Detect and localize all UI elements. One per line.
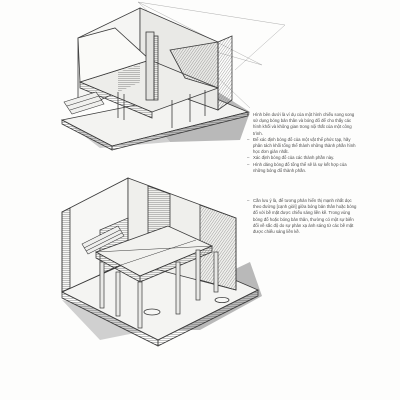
- caption-block-second: [247, 198, 357, 235]
- bottom-axonometric-drawing: [62, 178, 262, 346]
- caption-paragraph: – Hình bên dưới là ví dụ của một hình chiếu song song sử dụng bóng bản thân và bóng đổ để cho thấy các hình khối và không gian trong nội thất của một công trình.: [247, 112, 357, 137]
- caption-paragraph: – Hình dáng bóng đổ tổng thể sẽ là sự kết hợp của những bóng đổ thành phần.: [247, 162, 357, 174]
- caption-block-first: [247, 112, 357, 174]
- top-chimney: [146, 32, 154, 100]
- caption-paragraph: – Cần lưu ý là, để tương phản hiển thị mạnh nhất dọc theo đường [cạnh giới] giữa bóng bản thân hoặc bóng đổ với bề mặt được chiếu sáng liền kề. Trong vùng bóng đổ hoặc bóng bản thân, thường có một sự biến đổi về sắc độ do sự phản xạ ánh sáng từ các bề mặt được chiếu sáng liền kề.: [247, 198, 357, 235]
- caption-paragraph: – Xác định bóng đổ của các thành phần này.: [247, 155, 357, 161]
- top-right-wall: [218, 36, 232, 110]
- caption-paragraph: – Để xác định bóng đổ của một vật thể phức tạp, hãy phân tách khối tổng thể thành những thành phần hình học đơn giản nhất.: [247, 137, 357, 156]
